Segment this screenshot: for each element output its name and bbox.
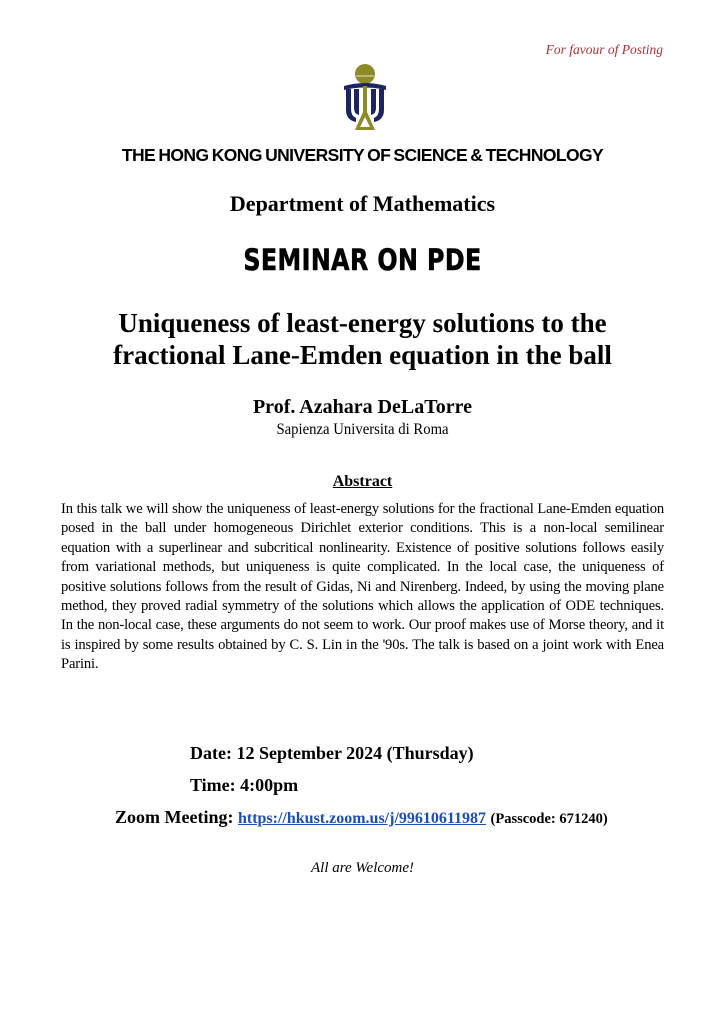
posting-note: For favour of Posting — [545, 42, 663, 57]
abstract-heading: Abstract — [332, 473, 393, 490]
time-line — [190, 775, 298, 796]
zoom-meeting-line — [115, 807, 608, 828]
welcome-message: All are Welcome! — [310, 860, 415, 876]
zoom-passcode: (Passcode: 671240) — [490, 811, 608, 827]
time-value: 4:00pm — [240, 775, 299, 795]
speaker-name: Prof. Azahara DeLaTorre — [252, 396, 473, 418]
abstract-body: In this talk we will show the uniqueness of least-energy solutions for the fractional Lane-Emden equation posed in the ball under homogeneous Dirichlet exterior conditions. This is a non-local semilinear equation with a superlinear and subcritical nonlinearity. Existence of positive solutions follows easily from variational methods, but uniqueness is quite complicated. In the local case, the uniqueness of positive solutions follows from the result of Gidas, Ni and Nirenberg. Indeed, by using the moving plane method, they proved radial symmetry of the solutions which allows the application of ODE techniques. In the non-local case, these arguments do not seem to work. Our proof makes use of Morse theory, and it is inspired by some results obtained by C. S. Lin in the '90s. The talk is based on a joint work with Enea Parini. — [61, 501, 664, 673]
speaker-affiliation: Sapienza Universita di Roma — [276, 421, 449, 438]
talk-title-line-1: Uniqueness of least-energy solutions to the — [118, 308, 607, 338]
date-label: Date: — [190, 743, 232, 763]
zoom-label: Zoom Meeting: — [115, 807, 234, 827]
time-label: Time: — [190, 775, 236, 795]
department-name: Department of Mathematics — [229, 191, 496, 216]
zoom-meeting-link[interactable]: https://hkust.zoom.us/j/99610611987 — [237, 810, 487, 827]
talk-title-line-2: fractional Lane-Emden equation in the ball — [113, 340, 612, 370]
seminar-series-title: SEMINAR ON PDE — [243, 243, 482, 277]
date-value: 12 September 2024 (Thursday) — [236, 743, 474, 763]
date-line — [190, 743, 474, 764]
talk-title — [0, 307, 725, 371]
hkust-logo-icon — [342, 64, 388, 132]
university-name: THE HONG KONG UNIVERSITY OF SCIENCE & TECHNOLOGY — [121, 145, 604, 165]
